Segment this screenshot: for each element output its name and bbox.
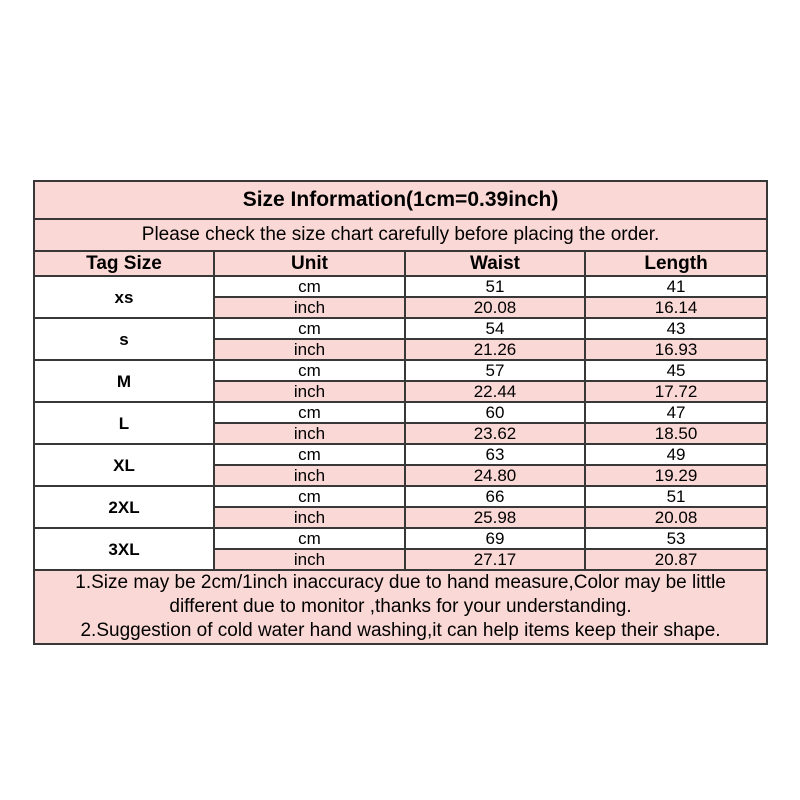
size-chart-table (33, 180, 768, 645)
waist-inch-l: 23.62 (405, 423, 585, 444)
unit-inch-xl: inch (214, 465, 405, 486)
length-inch-2xl: 20.08 (585, 507, 767, 528)
length-cm-xs: 41 (585, 276, 767, 297)
row-xs-cm (34, 276, 767, 297)
row-m-cm (34, 360, 767, 381)
length-cm-3xl: 53 (585, 528, 767, 549)
subtitle-row (34, 219, 767, 251)
size-label-2xl: 2XL (34, 486, 214, 528)
title-row (34, 181, 767, 219)
size-chart (33, 180, 768, 645)
notes-row (34, 570, 767, 644)
size-label-l: L (34, 402, 214, 444)
length-inch-xl: 19.29 (585, 465, 767, 486)
row-2xl-cm (34, 486, 767, 507)
table-title: Size Information(1cm=0.39inch) (34, 181, 767, 219)
unit-inch-xs: inch (214, 297, 405, 318)
unit-inch-s: inch (214, 339, 405, 360)
waist-inch-3xl: 27.17 (405, 549, 585, 570)
table-subtitle: Please check the size chart carefully before placing the order. (34, 219, 767, 251)
unit-cm-m: cm (214, 360, 405, 381)
note-line-3: 2.Suggestion of cold water hand washing,it can help items keep their shape. (80, 620, 721, 641)
unit-cm-xl: cm (214, 444, 405, 465)
size-label-xs: xs (34, 276, 214, 318)
col-header-unit: Unit (214, 251, 405, 276)
row-xl-cm (34, 444, 767, 465)
size-label-xl: XL (34, 444, 214, 486)
waist-cm-xs: 51 (405, 276, 585, 297)
length-cm-2xl: 51 (585, 486, 767, 507)
waist-cm-2xl: 66 (405, 486, 585, 507)
waist-cm-l: 60 (405, 402, 585, 423)
col-header-waist: Waist (405, 251, 585, 276)
unit-inch-3xl: inch (214, 549, 405, 570)
unit-inch-m: inch (214, 381, 405, 402)
unit-inch-2xl: inch (214, 507, 405, 528)
size-label-s: s (34, 318, 214, 360)
waist-cm-3xl: 69 (405, 528, 585, 549)
note-line-1: 1.Size may be 2cm/1inch inaccuracy due to hand measure,Color may be little (75, 572, 726, 593)
waist-inch-s: 21.26 (405, 339, 585, 360)
length-cm-m: 45 (585, 360, 767, 381)
size-label-3xl: 3XL (34, 528, 214, 570)
length-inch-s: 16.93 (585, 339, 767, 360)
size-label-m: M (34, 360, 214, 402)
length-cm-xl: 49 (585, 444, 767, 465)
row-3xl-cm (34, 528, 767, 549)
unit-inch-l: inch (214, 423, 405, 444)
waist-cm-s: 54 (405, 318, 585, 339)
unit-cm-l: cm (214, 402, 405, 423)
unit-cm-xs: cm (214, 276, 405, 297)
length-inch-m: 17.72 (585, 381, 767, 402)
length-cm-s: 43 (585, 318, 767, 339)
col-header-length: Length (585, 251, 767, 276)
waist-inch-xl: 24.80 (405, 465, 585, 486)
waist-inch-xs: 20.08 (405, 297, 585, 318)
notes-cell (34, 570, 767, 644)
note-line-2: different due to monitor ,thanks for your understanding. (169, 596, 632, 617)
waist-cm-m: 57 (405, 360, 585, 381)
waist-inch-2xl: 25.98 (405, 507, 585, 528)
row-s-cm (34, 318, 767, 339)
unit-cm-3xl: cm (214, 528, 405, 549)
length-inch-l: 18.50 (585, 423, 767, 444)
length-cm-l: 47 (585, 402, 767, 423)
col-header-tag-size: Tag Size (34, 251, 214, 276)
waist-cm-xl: 63 (405, 444, 585, 465)
unit-cm-s: cm (214, 318, 405, 339)
unit-cm-2xl: cm (214, 486, 405, 507)
length-inch-xs: 16.14 (585, 297, 767, 318)
waist-inch-m: 22.44 (405, 381, 585, 402)
length-inch-3xl: 20.87 (585, 549, 767, 570)
header-row (34, 251, 767, 276)
row-l-cm (34, 402, 767, 423)
